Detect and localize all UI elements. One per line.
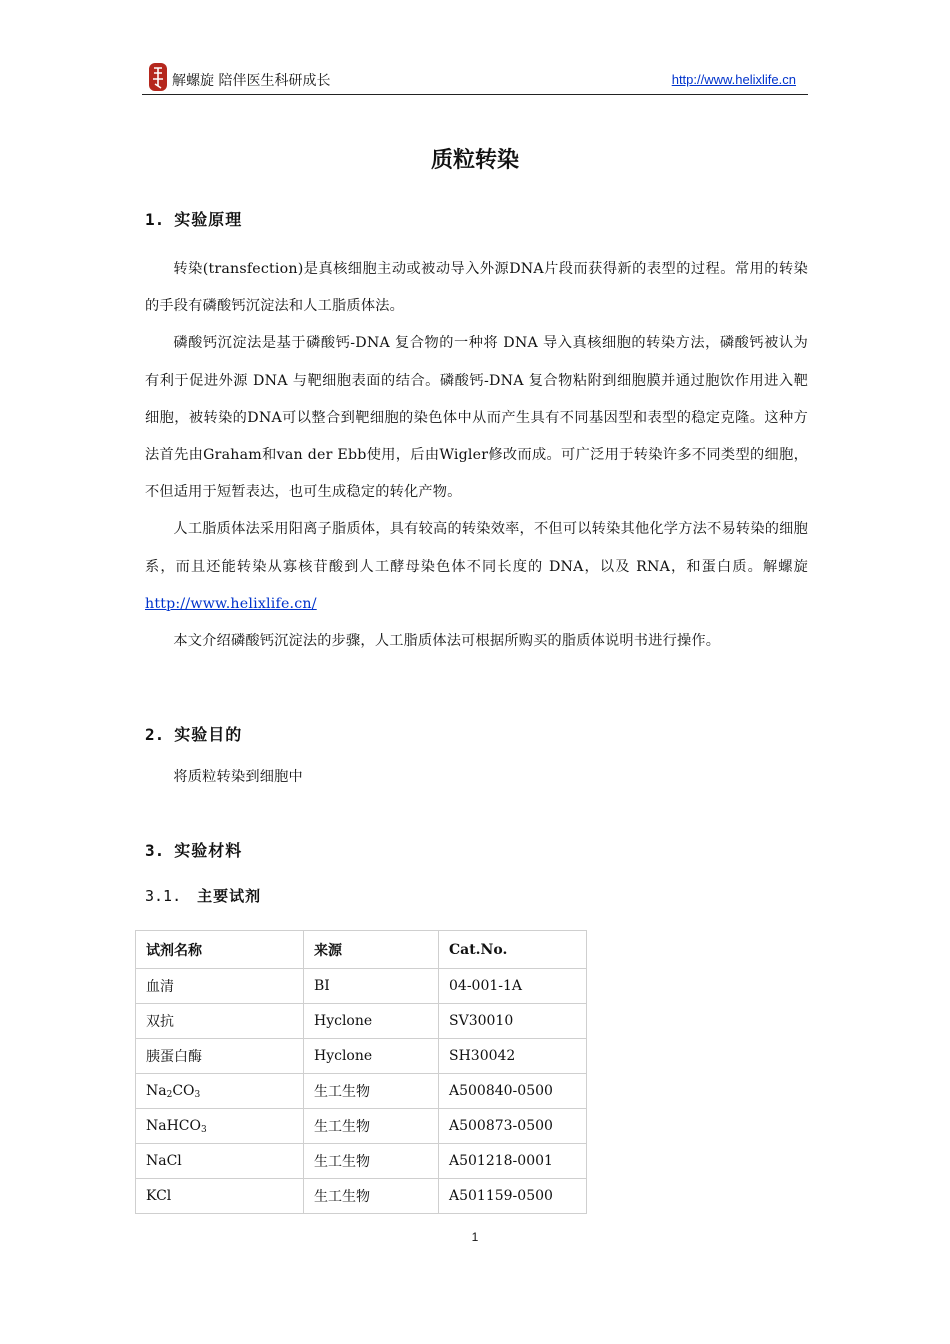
reagent-name: 胰蛋白酶 bbox=[136, 1039, 304, 1074]
paragraph bbox=[145, 511, 808, 623]
reagents-table bbox=[135, 930, 587, 1214]
table-row bbox=[136, 969, 587, 1004]
paragraph: 磷酸钙沉淀法是基于磷酸钙-DNA 复合物的一种将 DNA 导入真核细胞的转染方法，磷酸钙被认为有利于促进外源 DNA 与靶细胞表面的结合。磷酸钙-DNA 复合物粘附到细胞膜并通过胞饮作用进入靶细胞，被转染的DNA可以整合到靶细胞的染色体中从而产生具有不同基因型和表型的稳定克隆。这种方法首先由Graham和van der Ebb使用，后由Wigler修改而成。可广泛用于转染许多不同类型的细胞，不但适用于短暂表达，也可生成稳定的转化产物。 bbox=[145, 335, 808, 501]
subsection-number: 3.1. bbox=[145, 887, 182, 905]
principle-body bbox=[145, 251, 808, 660]
helixlife-link[interactable]: http://www.helixlife.cn/ bbox=[145, 595, 317, 612]
reagent-name: NaCl bbox=[136, 1144, 304, 1179]
reagent-cat: A500840-0500 bbox=[439, 1074, 587, 1109]
reagent-name: 血清 bbox=[136, 969, 304, 1004]
section-title: 实验目的 bbox=[174, 725, 243, 744]
page-title: 质粒转染 bbox=[430, 148, 519, 173]
table-row bbox=[136, 1004, 587, 1039]
section-heading-principle bbox=[145, 207, 242, 230]
section-number: 3. bbox=[145, 841, 165, 860]
formula-part: Na bbox=[146, 1082, 167, 1099]
reagent-source: 生工生物 bbox=[304, 1074, 439, 1109]
reagent-source: Hyclone bbox=[304, 1004, 439, 1039]
paragraph: 本文介绍磷酸钙沉淀法的步骤，人工脂质体法可根据所购买的脂质体说明书进行操作。 bbox=[173, 633, 721, 650]
page-header bbox=[142, 58, 808, 95]
section-heading-purpose bbox=[145, 722, 242, 745]
section-title: 实验原理 bbox=[174, 210, 243, 229]
reagent-name bbox=[136, 1074, 304, 1109]
table-row bbox=[136, 1074, 587, 1109]
reagent-cat: 04-001-1A bbox=[439, 969, 587, 1004]
formula-part: NaHCO bbox=[146, 1117, 201, 1134]
paragraph-text: 人工脂质体法采用阳离子脂质体，具有较高的转染效率，不但可以转染其他化学方法不易转染的细胞系，而且还能转染从寡核苷酸到人工酵母染色体不同长度的 DNA，以及 RNA，和蛋白质。解螺旋 bbox=[145, 521, 808, 575]
reagent-cat: SV30010 bbox=[439, 1004, 587, 1039]
reagent-cat: A501159-0500 bbox=[439, 1179, 587, 1214]
column-header: 试剂名称 bbox=[136, 931, 304, 969]
seal-logo-icon bbox=[148, 62, 168, 92]
reagent-source: Hyclone bbox=[304, 1039, 439, 1074]
table-row bbox=[136, 1039, 587, 1074]
page-number: 1 bbox=[471, 1230, 479, 1244]
reagent-name: 双抗 bbox=[136, 1004, 304, 1039]
table-row bbox=[136, 1109, 587, 1144]
reagent-cat: A500873-0500 bbox=[439, 1109, 587, 1144]
section-heading-materials bbox=[145, 838, 242, 861]
section-number: 1. bbox=[145, 210, 165, 229]
formula-subscript: 2 bbox=[166, 1089, 173, 1100]
reagent-source: 生工生物 bbox=[304, 1144, 439, 1179]
table-row bbox=[136, 1144, 587, 1179]
formula-subscript: 3 bbox=[194, 1089, 201, 1100]
formula-subscript: 3 bbox=[201, 1124, 207, 1135]
paragraph: 将质粒转染到细胞中 bbox=[173, 769, 303, 785]
brand-slogan: 解螺旋 陪伴医生科研成长 bbox=[172, 73, 331, 89]
table-header-row bbox=[136, 931, 587, 969]
reagent-source: 生工生物 bbox=[304, 1179, 439, 1214]
formula-part: CO bbox=[172, 1082, 195, 1099]
column-header: Cat.No. bbox=[439, 931, 587, 969]
reagent-name: KCl bbox=[136, 1179, 304, 1214]
reagent-cat: SH30042 bbox=[439, 1039, 587, 1074]
purpose-body bbox=[145, 759, 808, 796]
column-header: 来源 bbox=[304, 931, 439, 969]
reagent-name bbox=[136, 1109, 304, 1144]
table-row bbox=[136, 1179, 587, 1214]
section-number: 2. bbox=[145, 725, 165, 744]
header-site-link[interactable]: http://www.helixlife.cn bbox=[671, 72, 796, 87]
reagent-source: 生工生物 bbox=[304, 1109, 439, 1144]
paragraph: 转染(transfection)是真核细胞主动或被动导入外源DNA片段而获得新的表型的过程。常用的转染的手段有磷酸钙沉淀法和人工脂质体法。 bbox=[145, 261, 808, 315]
section-title: 实验材料 bbox=[174, 841, 243, 860]
reagent-cat: A501218-0001 bbox=[439, 1144, 587, 1179]
reagent-source: BI bbox=[304, 969, 439, 1004]
subsection-heading-reagents bbox=[145, 885, 261, 906]
subsection-title: 主要试剂 bbox=[197, 887, 262, 905]
